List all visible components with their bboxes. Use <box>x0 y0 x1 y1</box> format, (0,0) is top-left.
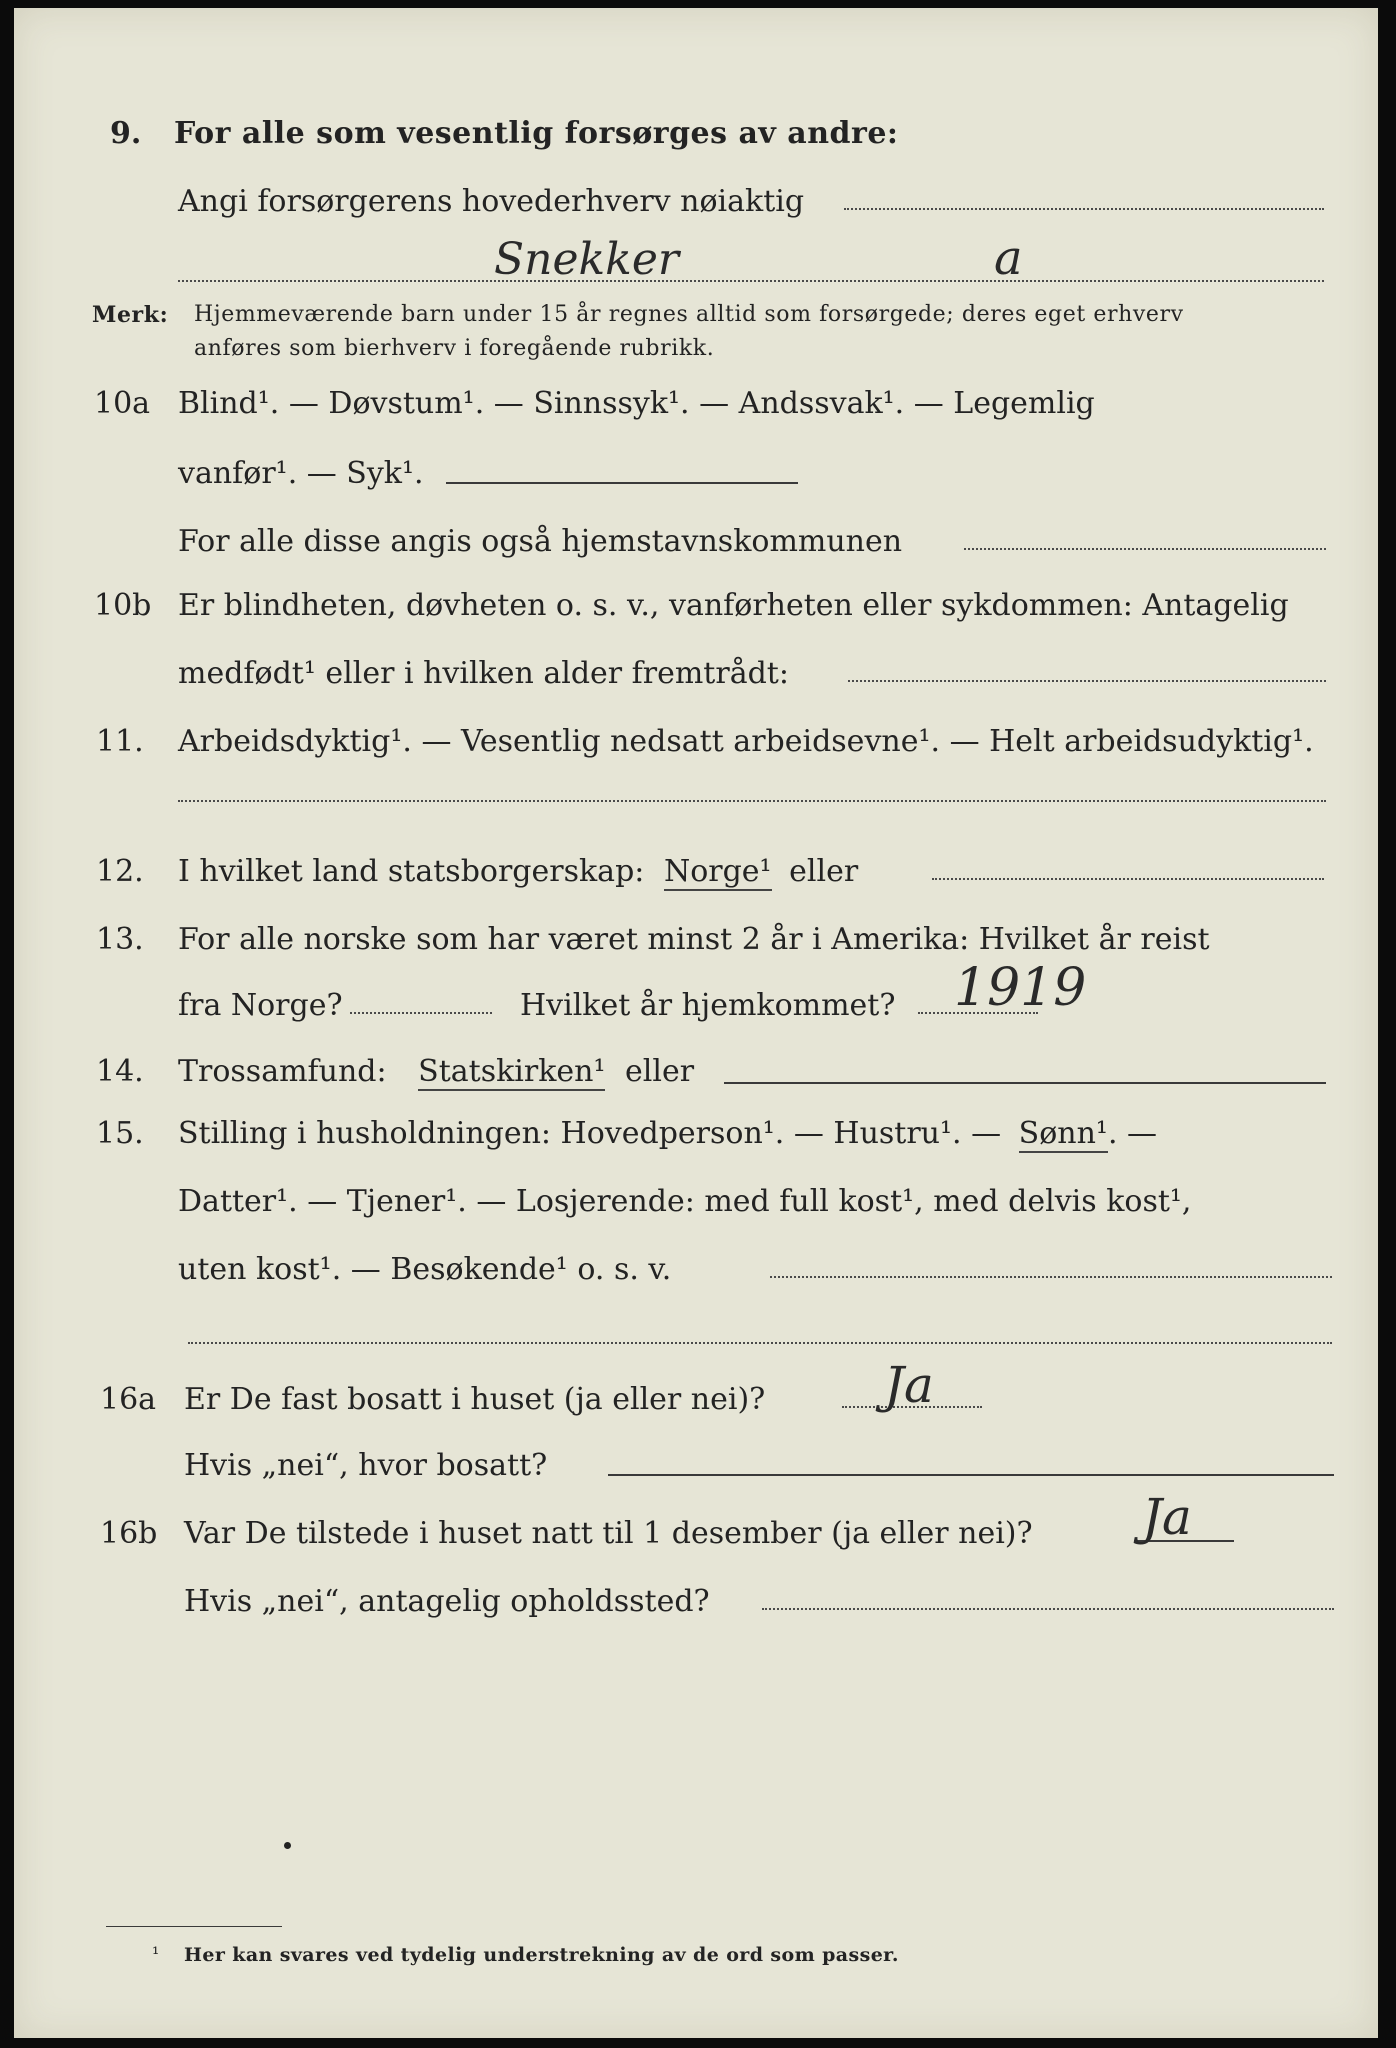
ink-dot <box>284 1842 291 1849</box>
q15-line3: uten kost¹. — Besøkende¹ o. s. v. <box>178 1252 672 1287</box>
q10a-fill-line <box>446 482 798 484</box>
q16a-line1: Er De fast bosatt i huset (ja eller nei)? <box>184 1382 766 1417</box>
q13-line1: For alle norske som har været minst 2 år i Amerika: Hvilket år reist <box>178 922 1210 957</box>
q14-prompt: Trossamfund: <box>178 1054 387 1089</box>
q14-eller: eller <box>625 1054 695 1089</box>
q9-answer-line <box>178 280 1324 282</box>
q12-underlined-norge: Norge¹ <box>663 854 772 889</box>
q11-answer-line <box>178 800 1326 802</box>
q13-line2a: fra Norge? <box>178 988 343 1023</box>
q16a-bosatt-line <box>608 1474 1334 1476</box>
q16b-line2: Hvis „nei“, antagelig opholdssted? <box>184 1584 710 1619</box>
q10a-kommune-line <box>964 548 1326 550</box>
q14-line <box>178 1054 694 1089</box>
footnote-mark: ¹ <box>152 1944 160 1965</box>
q13-number: 13. <box>96 922 144 957</box>
q9-title: For alle som vesentlig forsørges av andre: <box>174 116 899 151</box>
q15-line1 <box>178 1116 1157 1151</box>
q12-prompt: I hvilket land statsborgerskap: <box>178 854 645 889</box>
q10b-line1: Er blindheten, døvheten o. s. v., vanførheten eller sykdommen: Antagelig <box>178 588 1289 623</box>
q15-answer-line <box>188 1342 1332 1344</box>
q16b-handwritten-answer: Ja <box>1142 1488 1192 1546</box>
q16b-opholdssted-line <box>762 1608 1334 1610</box>
footnote-text: Her kan svares ved tydelig understrekning av de ord som passer. <box>184 1944 899 1966</box>
q12-eller: eller <box>789 854 859 889</box>
q15-fill-line <box>770 1276 1332 1278</box>
merk-label: Merk: <box>92 302 169 328</box>
q11-line1: Arbeidsdyktig¹. — Vesentlig nedsatt arbeidsevne¹. — Helt arbeidsudyktig¹. <box>178 724 1314 759</box>
q16b-number: 16b <box>100 1516 158 1551</box>
q10a-line1: Blind¹. — Døvstum¹. — Sinnssyk¹. — Andssvak¹. — Legemlig <box>178 386 1095 421</box>
q13-handwritten-year: 1919 <box>954 958 1087 1018</box>
q9-number: 9. <box>110 116 142 151</box>
q14-fill-line <box>724 1082 1326 1084</box>
q9-fill-line <box>844 208 1324 210</box>
q16a-number: 16a <box>100 1382 157 1417</box>
q15-underlined-sonn: Sønn¹ <box>1018 1116 1108 1151</box>
q13-reist-line <box>350 1012 492 1014</box>
q11-number: 11. <box>96 724 144 759</box>
footnote-rule <box>106 1926 282 1927</box>
q10a-number: 10a <box>94 386 151 421</box>
q10a-line3: For alle disse angis også hjemstavnskommunen <box>178 524 903 559</box>
q16a-handwritten-answer: Ja <box>884 1356 934 1414</box>
q10b-fill-line <box>848 680 1326 682</box>
q12-number: 12. <box>96 854 144 889</box>
q10a-line2: vanfør¹. — Syk¹. <box>178 456 424 491</box>
q9-prompt: Angi forsørgerens hovederhverv nøiaktig <box>178 184 805 219</box>
q9-handwritten-mark: a <box>994 230 1023 286</box>
q15-line2: Datter¹. — Tjener¹. — Losjerende: med full kost¹, med delvis kost¹, <box>178 1184 1192 1219</box>
q16b-line1: Var De tilstede i huset natt til 1 desember (ja eller nei)? <box>184 1516 1033 1551</box>
q16a-line2: Hvis „nei“, hvor bosatt? <box>184 1448 548 1483</box>
q12-fill-line <box>932 878 1324 880</box>
census-form-page <box>14 8 1378 2038</box>
q15-number: 15. <box>96 1116 144 1151</box>
q10b-number: 10b <box>94 588 152 623</box>
q14-number: 14. <box>96 1054 144 1089</box>
merk-text-1: Hjemmeværende barn under 15 år regnes alltid som forsørgede; deres eget erhverv <box>194 302 1184 327</box>
merk-text-2: anføres som bierhverv i foregående rubrikk. <box>194 336 715 361</box>
q9-handwritten-answer: Snekker <box>494 234 679 285</box>
q14-underlined-statskirken: Statskirken¹ <box>418 1054 606 1089</box>
q15-line1-text: Stilling i husholdningen: Hovedperson¹. — Hustru¹. — <box>178 1116 1002 1151</box>
q12-line <box>178 854 858 889</box>
q10b-line2: medfødt¹ eller i hvilken alder fremtrådt: <box>178 656 789 691</box>
q13-line2b: Hvilket år hjemkommet? <box>520 988 896 1023</box>
q15-line1-end: . — <box>1107 1116 1158 1151</box>
